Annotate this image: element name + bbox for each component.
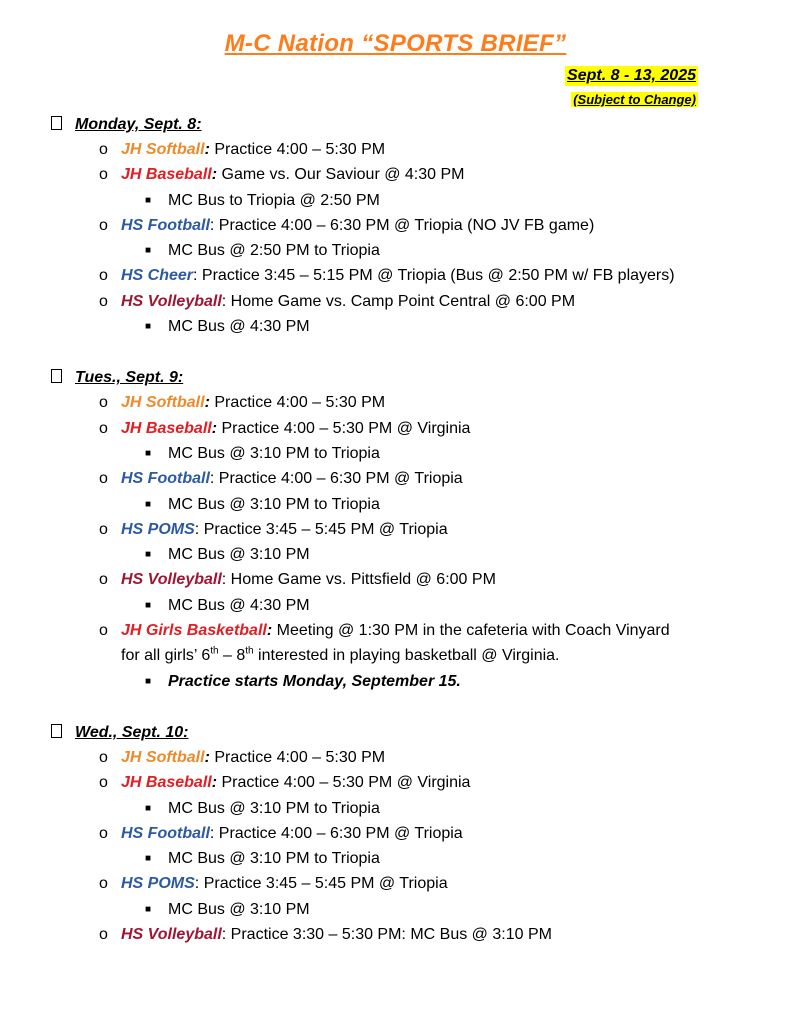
- circle-bullet-icon: o: [99, 520, 108, 538]
- circle-bullet-icon: o: [99, 824, 108, 842]
- sub-item: [0, 542, 791, 567]
- square-bullet-icon: ■: [145, 675, 152, 687]
- list-item: [0, 821, 791, 846]
- sport-name: HS Football: [121, 824, 210, 842]
- sport-name: HS POMS: [121, 520, 195, 538]
- sport-name: JH Softball: [121, 394, 205, 412]
- list-item: [0, 517, 791, 542]
- sub-item-text: MC Bus @ 3:10 PM to Triopia: [168, 444, 380, 462]
- item-text: interested in playing basketball @ Virginia.: [253, 647, 560, 665]
- square-bullet-icon: ■: [145, 853, 152, 865]
- item-text: : Practice 3:45 – 5:45 PM @ Triopia: [194, 875, 448, 893]
- item-text: Practice 4:00 – 5:30 PM @ Virginia: [217, 774, 471, 792]
- sport-name: HS Football: [121, 216, 210, 234]
- circle-bullet-icon: o: [99, 774, 108, 792]
- sub-item-text: MC Bus @ 4:30 PM: [168, 596, 310, 614]
- circle-bullet-icon: o: [99, 166, 108, 184]
- ordinal-suffix: th: [245, 646, 254, 658]
- circle-bullet-icon: o: [99, 292, 108, 310]
- sport-name: HS Volleyball: [121, 926, 222, 944]
- item-text: : Practice 4:00 – 6:30 PM @ Triopia: [209, 470, 463, 488]
- sub-item: [0, 492, 791, 517]
- item-text: : Practice 3:45 – 5:15 PM @ Triopia (Bus @ 2:50 PM w/ FB players): [193, 267, 675, 285]
- sport-name: JH Softball: [121, 748, 205, 766]
- list-item: o JH Baseball: Practice 4:00 – 5:30 PM @ Virginia: [0, 416, 791, 441]
- item-text: Meeting @ 1:30 PM in the cafeteria with Coach Vinyard: [272, 622, 670, 640]
- list-item: [0, 871, 791, 896]
- list-item: [0, 922, 791, 947]
- list-item: o JH Baseball: Game vs. Our Saviour @ 4:30 PM: [0, 162, 791, 187]
- item-text: : Home Game vs. Pittsfield @ 6:00 PM: [221, 571, 496, 589]
- day-label: Wed., Sept. 10:: [75, 723, 189, 741]
- item-text: Practice 4:00 – 5:30 PM @ Virginia: [217, 419, 471, 437]
- ordinal-suffix: th: [210, 646, 219, 658]
- circle-bullet-icon: o: [99, 267, 108, 285]
- square-bullet-icon: ■: [145, 245, 152, 257]
- day-heading-monday: [0, 112, 791, 137]
- sub-item: [0, 669, 791, 694]
- circle-bullet-icon: o: [99, 141, 108, 158]
- circle-bullet-icon: o: [99, 571, 108, 589]
- list-item: o JH Softball: Practice 4:00 – 5:30 PM: [0, 137, 791, 162]
- sub-item: [0, 846, 791, 871]
- item-text: for all girls’ 6: [121, 647, 211, 665]
- sub-item: [0, 593, 791, 618]
- item-text: : Practice 4:00 – 6:30 PM @ Triopia: [209, 824, 463, 842]
- square-bullet-icon: ■: [145, 802, 152, 814]
- sport-name: JH Baseball: [121, 166, 212, 184]
- sport-name: HS Volleyball: [121, 292, 222, 310]
- circle-bullet-icon: o: [99, 216, 108, 234]
- schedule: [0, 112, 791, 947]
- item-text: Practice 4:00 – 5:30 PM: [209, 141, 386, 158]
- circle-bullet-icon: o: [99, 926, 108, 944]
- sub-item-text: MC Bus @ 3:10 PM to Triopia: [168, 495, 380, 513]
- sport-name: HS Football: [121, 470, 210, 488]
- list-item: o JH Girls Basketball: Meeting @ 1:30 PM in the cafeteria with Coach Vinyard: [0, 618, 791, 643]
- sub-item-text: MC Bus @ 3:10 PM: [168, 546, 310, 564]
- square-bullet-icon: ■: [145, 447, 152, 459]
- square-bullet-icon: ■: [145, 599, 152, 611]
- list-item: [0, 263, 791, 288]
- circle-bullet-icon: o: [99, 748, 108, 766]
- item-text: : Home Game vs. Camp Point Central @ 6:00 PM: [221, 292, 576, 310]
- sub-item-text: MC Bus @ 3:10 PM to Triopia: [168, 850, 380, 868]
- sport-name: HS Cheer: [121, 267, 194, 285]
- item-text: Practice 4:00 – 5:30 PM: [209, 394, 386, 412]
- sub-item-text: MC Bus @ 3:10 PM: [168, 900, 310, 918]
- item-text: – 8: [218, 647, 246, 665]
- checkbox-icon: [51, 724, 62, 738]
- subject-to-change-note: (Subject to Change): [573, 92, 696, 107]
- list-item: [0, 213, 791, 238]
- circle-bullet-icon: o: [99, 622, 108, 640]
- sub-item: [0, 188, 791, 213]
- sub-item-text: MC Bus @ 3:10 PM to Triopia: [168, 799, 380, 817]
- day-label: Monday, Sept. 8:: [75, 116, 202, 133]
- item-text: Game vs. Our Saviour @ 4:30 PM: [217, 166, 465, 184]
- list-item: o JH Softball: Practice 4:00 – 5:30 PM: [0, 745, 791, 770]
- square-bullet-icon: ■: [145, 321, 152, 333]
- square-bullet-icon: ■: [145, 194, 152, 206]
- square-bullet-icon: ■: [145, 903, 152, 915]
- item-text: : Practice 3:45 – 5:45 PM @ Triopia: [194, 520, 448, 538]
- square-bullet-icon: ■: [145, 549, 152, 561]
- list-item: o JH Baseball: Practice 4:00 – 5:30 PM @ Virginia: [0, 770, 791, 795]
- circle-bullet-icon: o: [99, 470, 108, 488]
- sport-name: HS POMS: [121, 875, 195, 893]
- sub-item: [0, 441, 791, 466]
- sport-name: JH Girls Basketball: [121, 622, 267, 640]
- day-heading-tuesday: [0, 365, 791, 390]
- sub-item: [0, 897, 791, 922]
- sub-item: [0, 314, 791, 339]
- sub-item-text: MC Bus @ 4:30 PM: [168, 318, 310, 336]
- page-title: M-C Nation “SPORTS BRIEF”: [224, 30, 567, 57]
- sport-name: JH Softball: [121, 141, 205, 158]
- list-item: o JH Softball: Practice 4:00 – 5:30 PM: [0, 390, 791, 415]
- sport-name: JH Baseball: [121, 419, 212, 437]
- sub-item-text: MC Bus to Triopia @ 2:50 PM: [168, 191, 380, 209]
- list-item: [0, 567, 791, 592]
- sub-item: [0, 238, 791, 263]
- date-range: Sept. 8 - 13, 2025: [567, 67, 696, 84]
- list-item: [0, 289, 791, 314]
- sub-item-text: MC Bus @ 2:50 PM to Triopia: [168, 242, 380, 260]
- item-text: : Practice 4:00 – 6:30 PM @ Triopia (NO JV FB game): [209, 216, 595, 234]
- checkbox-icon: [51, 116, 62, 130]
- list-item-continuation: [0, 643, 791, 668]
- sport-name: HS Volleyball: [121, 571, 222, 589]
- list-item: [0, 466, 791, 491]
- sub-item-text: Practice starts Monday, September 15.: [168, 672, 461, 690]
- circle-bullet-icon: o: [99, 419, 108, 437]
- item-text: : Practice 3:30 – 5:30 PM: MC Bus @ 3:10 PM: [221, 926, 552, 944]
- day-heading-wednesday: [0, 720, 791, 745]
- sub-item: [0, 796, 791, 821]
- day-label: Tues., Sept. 9:: [75, 369, 184, 387]
- sport-name: JH Baseball: [121, 774, 212, 792]
- circle-bullet-icon: o: [99, 394, 108, 412]
- item-text: Practice 4:00 – 5:30 PM: [209, 748, 386, 766]
- square-bullet-icon: ■: [145, 498, 152, 510]
- checkbox-icon: [51, 369, 62, 383]
- circle-bullet-icon: o: [99, 875, 108, 893]
